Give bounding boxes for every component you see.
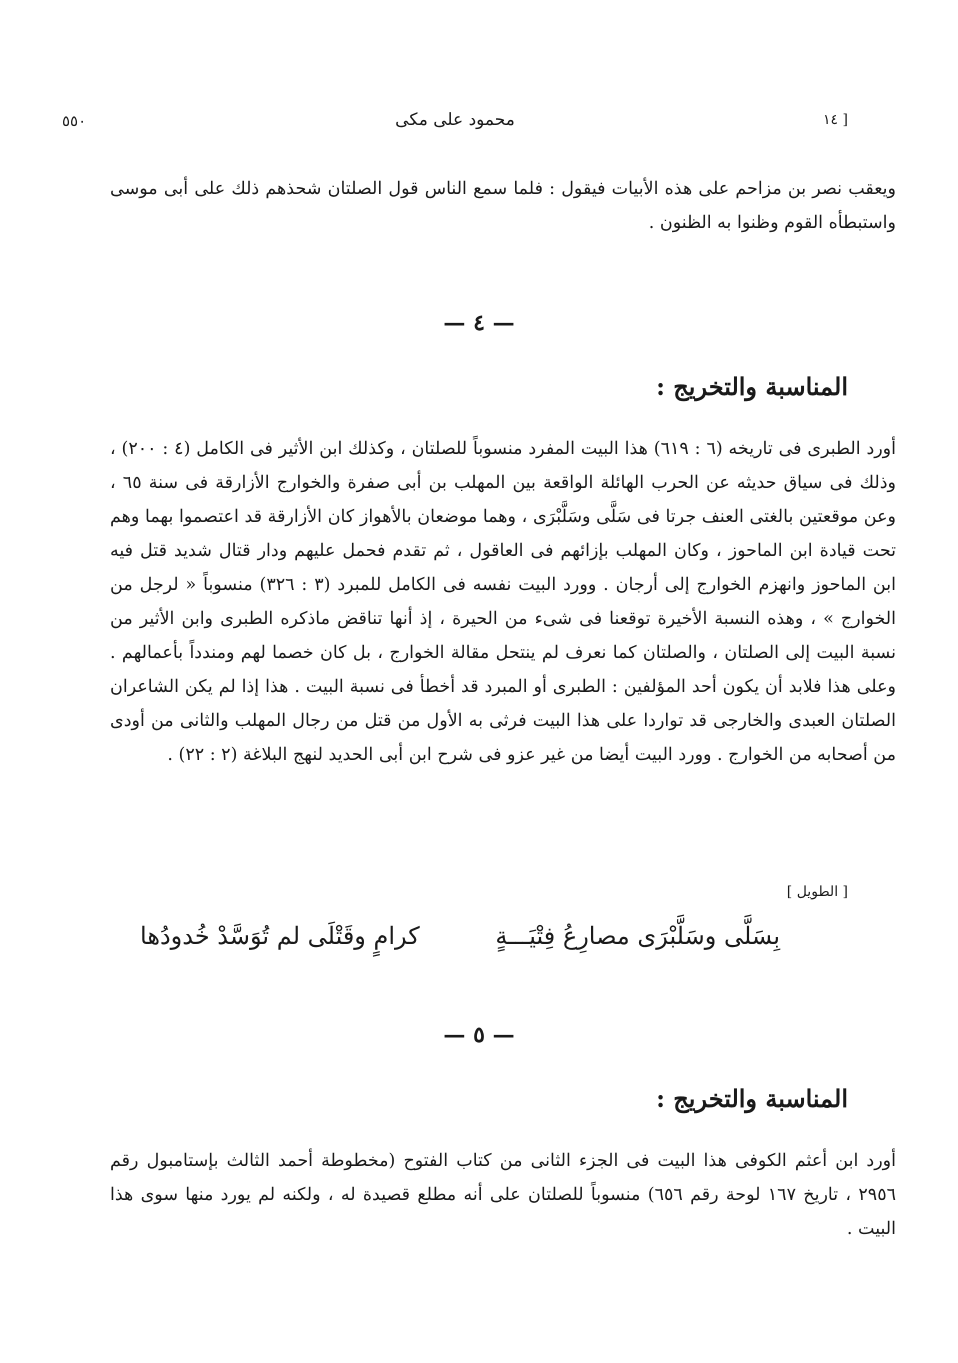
section-heading-4: المناسبة والتخريج : <box>656 372 848 401</box>
section-number-4: — ٤ — <box>443 310 515 336</box>
chapter-marker: [ ١٤ <box>823 112 848 128</box>
section-number-5: — ٥ — <box>443 1022 515 1048</box>
verse-second-hemistich: كرامٍ وقَتْلَى لم تُوَسَّدْ خُدودُها <box>140 922 420 950</box>
page-number: ٥٥٠ <box>62 112 87 130</box>
section-4-body: أورد الطبرى فى تاريخه (٦ : ٦١٩) هذا البيت المفرد منسوباً للصلتان ، وكذلك ابن الأثير فى الكامل (٤ : ٢٠٠) ، وذلك فى سياق حديثه عن الحرب الهائلة الواقعة بين المهلب بن أبى صفرة والخوارج الأزارقة فى سنة ٦٥ ، وعن موقعتين بالغتى العنف جرتا فى سَلَّى وسَلَّبْرَى ، وهما موضعان بالأهواز كان الأزارقة قد اعتصموا بهما وهم تحت قيادة ابن الماحوز ، وكان المهلب بإزائهم فى العاقول ، ثم تقدم فحمل عليهم ودار قتال شديد قتل فيه ابن الماحوز وانهزم الخوارج إلى أرجان . وورد البيت نفسه فى الكامل للمبرد (٣ : ٣٢٦) منسوباً « لرجل من الخوارج » ، وهذه النسبة الأخيرة توقعنا فى شىء من الحيرة ، إذ أنها تناقض ماذكره الطبرى وابن الأثير من نسبة البيت إلى الصلتان ، والصلتان كما نعرف لم ينتحل مقالة الخوارج ، بل كان خصما لهم ومندداً بأعمالهم . وعلى هذا فلابد أن يكون أحد المؤلفين : الطبرى أو المبرد قد أخطأ فى نسبة البيت . هذا إذا لم يكن الشاعران الصلتان العبدى والخارجى قد تواردا على هذا البيت فرثى به الأول من قتل من رجال المهلب والثانى من أودى من أصحابه من الخوارج . وورد البيت أيضا من غير عزو فى شرح ابن أبى الحديد لنهج البلاغة (٢ : ٢٢) . <box>110 439 896 765</box>
section-5-body: أورد ابن أعثم الكوفى هذا البيت فى الجزء الثانى من كتاب الفتوح (مخطوطة أحمد الثالث بإستامبول رقم ٢٩٥٦ ، تاريخ ١٦٧ لوحة رقم ٦٥٦) منسوباً للصلتان على أنه مطلع قصيدة له ، ولكنه لم يورد منها سوى هذا البيت . <box>110 1151 896 1239</box>
verse-first-hemistich: بِسَلَّى وسَلَّبْرَى مصارِعُ فِتْيَـــةٍ <box>495 922 780 950</box>
page-header <box>62 108 848 138</box>
intro-paragraph: ويعقب نصر بن مزاحم على هذه الأبيات فيقول : فلما سمع الناس قول الصلتان شحذهم ذلك على أبى موسى واستبطأه القوم وظنوا به الظنون . <box>110 179 896 233</box>
poem-verse <box>140 922 780 950</box>
running-title: محمود على مكى <box>395 110 515 130</box>
section-heading-5: المناسبة والتخريج : <box>656 1084 848 1113</box>
meter-label: [ الطويل ] <box>786 884 848 900</box>
